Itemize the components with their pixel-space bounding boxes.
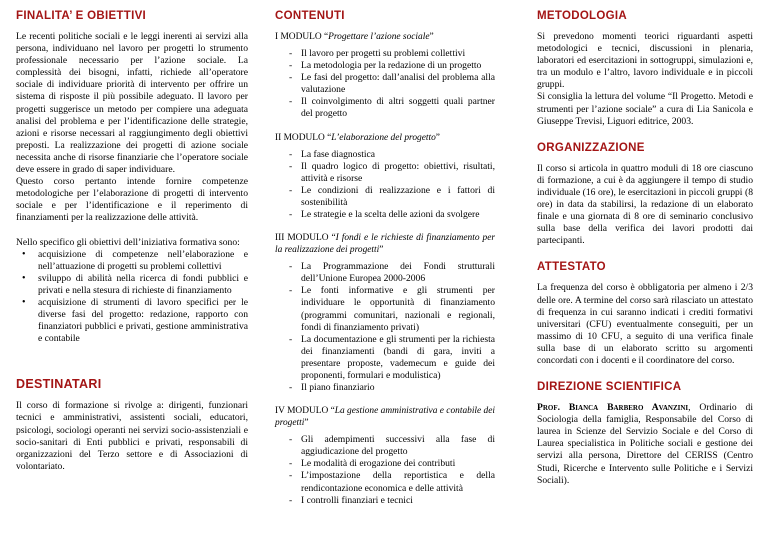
objectives-list bbox=[16, 249, 248, 346]
organizzazione-paragraph: Il corso si articola in quattro moduli di 18 ore ciascuno di formazione, a cui è da aggiungere il tempo di studio individuale (16 ore), le esercitazioni in piccoli gruppi (8 ore) in data da stabilirsi, la redazione di un elaborato finale e una giornata di 8 ore di seminario conclusivo sulla base della verifica dei lavori prodotti dai partecipanti. bbox=[537, 162, 753, 247]
module-item: - Le modalità di erogazione dei contributi bbox=[301, 458, 495, 470]
module-item: - Il piano finanziario bbox=[301, 382, 495, 394]
objective-item: • acquisizione di strumenti di lavoro specifici per le diverse fasi del progetto: redazione, rapporto con finanziatori pubblici e privati, gestione amministrativa e contabile bbox=[38, 297, 248, 345]
module-3-list bbox=[275, 261, 495, 394]
column-right bbox=[537, 10, 753, 487]
module-item: - Gli adempimenti successivi alla fase di aggiudicazione del progetto bbox=[301, 434, 495, 458]
metodologia-paragraph: Si prevedono momenti teorici riguardanti aspetti metodologici e tecnici, discussioni in plenaria, laboratori ed esercitazioni in sottogruppi, simulazioni e, tra un modulo e l’altro, lavoro individuale e in piccoli gruppi. bbox=[537, 31, 753, 91]
module-item: - La fase diagnostica bbox=[301, 149, 495, 161]
direzione-paragraph: Prof. Bianca Barbero Avanzini, Ordinario di Sociologia della famiglia, Responsabile del Corso di laurea in Scienze del Servizio Sociale e del Corso di Laurea specialistica in Politiche sociali e gestione dei servizi alla persona, Direttore del CERISS (Centro Studi, Ricerche e Intervento sulle Politiche e i Servizi Sociali). bbox=[537, 402, 753, 486]
module-1-title: I MODULO “Progettare l’azione sociale” bbox=[275, 32, 434, 42]
objective-item: • acquisizione di competenze nell’elaborazione e nell’attuazione di progetti su problemi collettivi bbox=[38, 249, 248, 273]
module-item: - La metodologia per la redazione di un progetto bbox=[301, 60, 495, 72]
destinatari-paragraph: Il corso di formazione si rivolge a: dirigenti, funzionari tecnici e amministrativi, assistenti sociali, educatori, psicologi, sociologi operanti nei servizi socio-assistenziali e socio-sanitari di Enti pubblici e privati, responsabili di organizzazioni del Terzo settore e di Associazioni di volontariato. bbox=[16, 400, 248, 472]
module-item: - Le strategie e la scelta delle azioni da svolgere bbox=[301, 209, 495, 221]
module-2-title: II MODULO “L’elaborazione del progetto” bbox=[275, 132, 440, 143]
director-name: Prof. Bianca Barbero Avanzini bbox=[537, 402, 689, 414]
heading-finalita: FINALITA’ E OBIETTIVI bbox=[16, 10, 147, 22]
module-item: - L’impostazione della reportistica e della rendicontazione economica e delle attività bbox=[301, 470, 495, 494]
column-left bbox=[16, 10, 248, 473]
metodologia-paragraph-2: Si consiglia la lettura del volume “Il Progetto. Metodi e strumenti per l’azione sociale” a cura di Lia Sanicola e Giuseppe Trevisi, Liguori editrice, 2003. bbox=[537, 91, 753, 127]
heading-destinatari: DESTINATARI bbox=[16, 377, 102, 392]
heading-organizzazione: ORGANIZZAZIONE bbox=[537, 141, 645, 154]
finalita-paragraph-1: Le recenti politiche sociali e le leggi inerenti ai servizi alla persona, individuano nel lavoro per progetti lo strumento professionale necessario per l’azione sociale. La complessità dei bisogni, infatti, richiede all’operatore sociale di individuare priorità di intervento per offrire un sistema di risposte il più possibile adeguato. Il lavoro per progetti suggerisce un metodo per compiere una adeguata analisi del problema e per l’identificazione delle strategie, azioni e risorse necessari al raggiungimento degli obiettivi preposti. La realizzazione dei progetti di azione sociale necessita anche di risorse finanziarie che l’operatore sociale deve essere in grado di saper individuare. bbox=[16, 31, 248, 176]
module-4-list bbox=[275, 434, 495, 507]
module-item: - Il quadro logico di progetto: obiettivi, risultati, attività e risorse bbox=[301, 161, 495, 185]
module-2-list bbox=[275, 149, 495, 222]
finalita-paragraph-2: Questo corso pertanto intende fornire competenze metodologiche per l’elaborazione di progetti di intervento sociale e per l’identificazione e il reperimento di finanziamenti per la realizzazione delle attività. bbox=[16, 176, 248, 224]
module-3-title: III MODULO “I fondi e le richieste di finanziamento per la realizzazione dei progetti” bbox=[275, 233, 496, 256]
module-item: - I controlli finanziari e tecnici bbox=[301, 495, 495, 507]
module-item: - La documentazione e gli strumenti per la richiesta dei finanziamenti (bandi di gara, inviti a presentare proposte, vademecum e guide dei proponenti, formulari e modulistica) bbox=[301, 334, 495, 382]
module-4-title: IV MODULO “La gestione amministrativa e contabile dei progetti” bbox=[275, 406, 496, 429]
attestato-paragraph: La frequenza del corso è obbligatoria per almeno i 2/3 delle ore. A termine del corso sarà rilasciato un attestato di frequenza in cui saranno indicati i crediti formativi universitari (CFU) eventualmente conseguiti, per un massimo di 10 CFU, a seguito di una verifica finale sulla base di un elaborato scritto su argomenti concordati con i docenti e il coordinatore del corso. bbox=[537, 282, 753, 366]
module-item: - Il coinvolgimento di altri soggetti quali partner del progetto bbox=[301, 96, 495, 120]
module-1-list bbox=[275, 48, 495, 121]
module-item: - Il lavoro per progetti su problemi collettivi bbox=[301, 48, 495, 60]
module-item: - Le fasi del progetto: dall’analisi del problema alla valutazione bbox=[301, 72, 495, 96]
heading-metodologia: METODOLOGIA bbox=[537, 10, 627, 22]
column-middle bbox=[275, 10, 495, 507]
module-item: - Le condizioni di realizzazione e i fattori di sostenibilità bbox=[301, 185, 495, 209]
heading-attestato: ATTESTATO bbox=[537, 261, 606, 274]
heading-direzione: DIREZIONE SCIENTIFICA bbox=[537, 381, 682, 394]
objective-item: • sviluppo di abilità nella ricerca di fondi pubblici e privati e nella stesura di richieste di finanziamento bbox=[38, 273, 248, 297]
module-item: - La Programmazione dei Fondi strutturali dell’Unione Europea 2000-2006 bbox=[301, 261, 495, 285]
finalita-paragraph-3: Nello specifico gli obiettivi dell’iniziativa formativa sono: bbox=[16, 236, 240, 248]
heading-contenuti: CONTENUTI bbox=[275, 10, 345, 22]
module-item: - Le fonti informative e gli strumenti per individuare le opportunità di finanziamento (programmi comunitari, nazionali e regionali, fondi di finanziamento privati) bbox=[301, 285, 495, 333]
